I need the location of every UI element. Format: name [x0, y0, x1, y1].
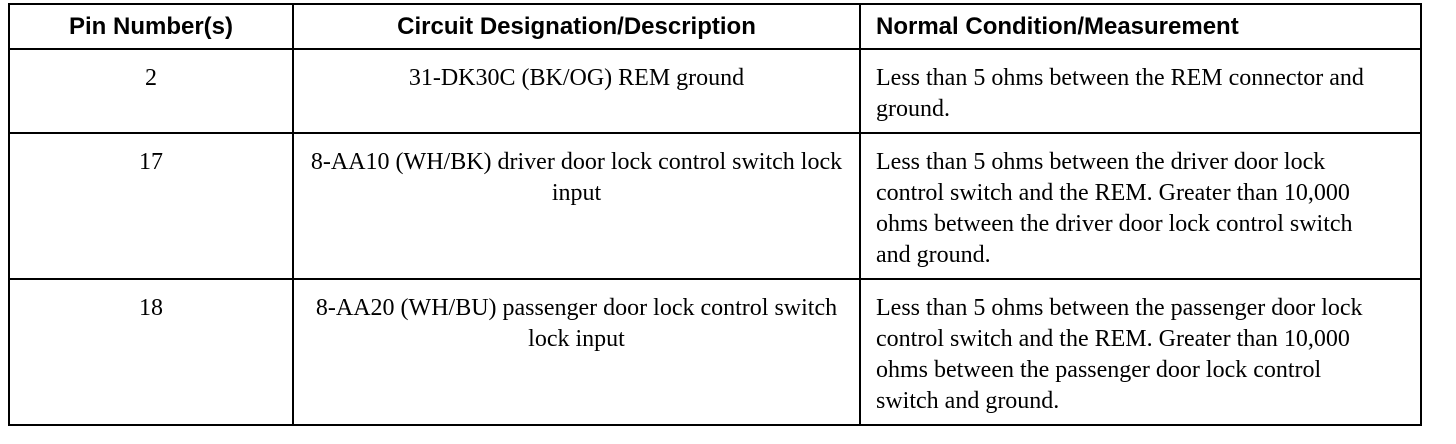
circuit-description-cell: 8-AA20 (WH/BU) passenger door lock control switch lock input — [293, 279, 860, 425]
circuit-description-cell: 8-AA10 (WH/BK) driver door lock control switch lock input — [293, 133, 860, 279]
condition-cell: Less than 5 ohms between the passenger door lock control switch and the REM. Greater than 10,000 ohms between the passenger door lock control switch and ground. — [860, 279, 1421, 425]
table-header-row — [9, 4, 1421, 49]
pin-number-cell: 18 — [9, 279, 293, 425]
header-normal-condition: Normal Condition/Measurement — [860, 4, 1421, 49]
pin-number-cell: 2 — [9, 49, 293, 133]
header-pin-numbers: Pin Number(s) — [9, 4, 293, 49]
pin-test-table — [8, 3, 1422, 426]
circuit-description-cell: 31-DK30C (BK/OG) REM ground — [293, 49, 860, 133]
header-circuit-description: Circuit Designation/Description — [293, 4, 860, 49]
condition-cell: Less than 5 ohms between the driver door lock control switch and the REM. Greater than 10,000 ohms between the driver door lock control switch and ground. — [860, 133, 1421, 279]
table-row — [9, 279, 1421, 425]
table-row — [9, 49, 1421, 133]
condition-cell: Less than 5 ohms between the REM connector and ground. — [860, 49, 1421, 133]
pin-number-cell: 17 — [9, 133, 293, 279]
table-row — [9, 133, 1421, 279]
